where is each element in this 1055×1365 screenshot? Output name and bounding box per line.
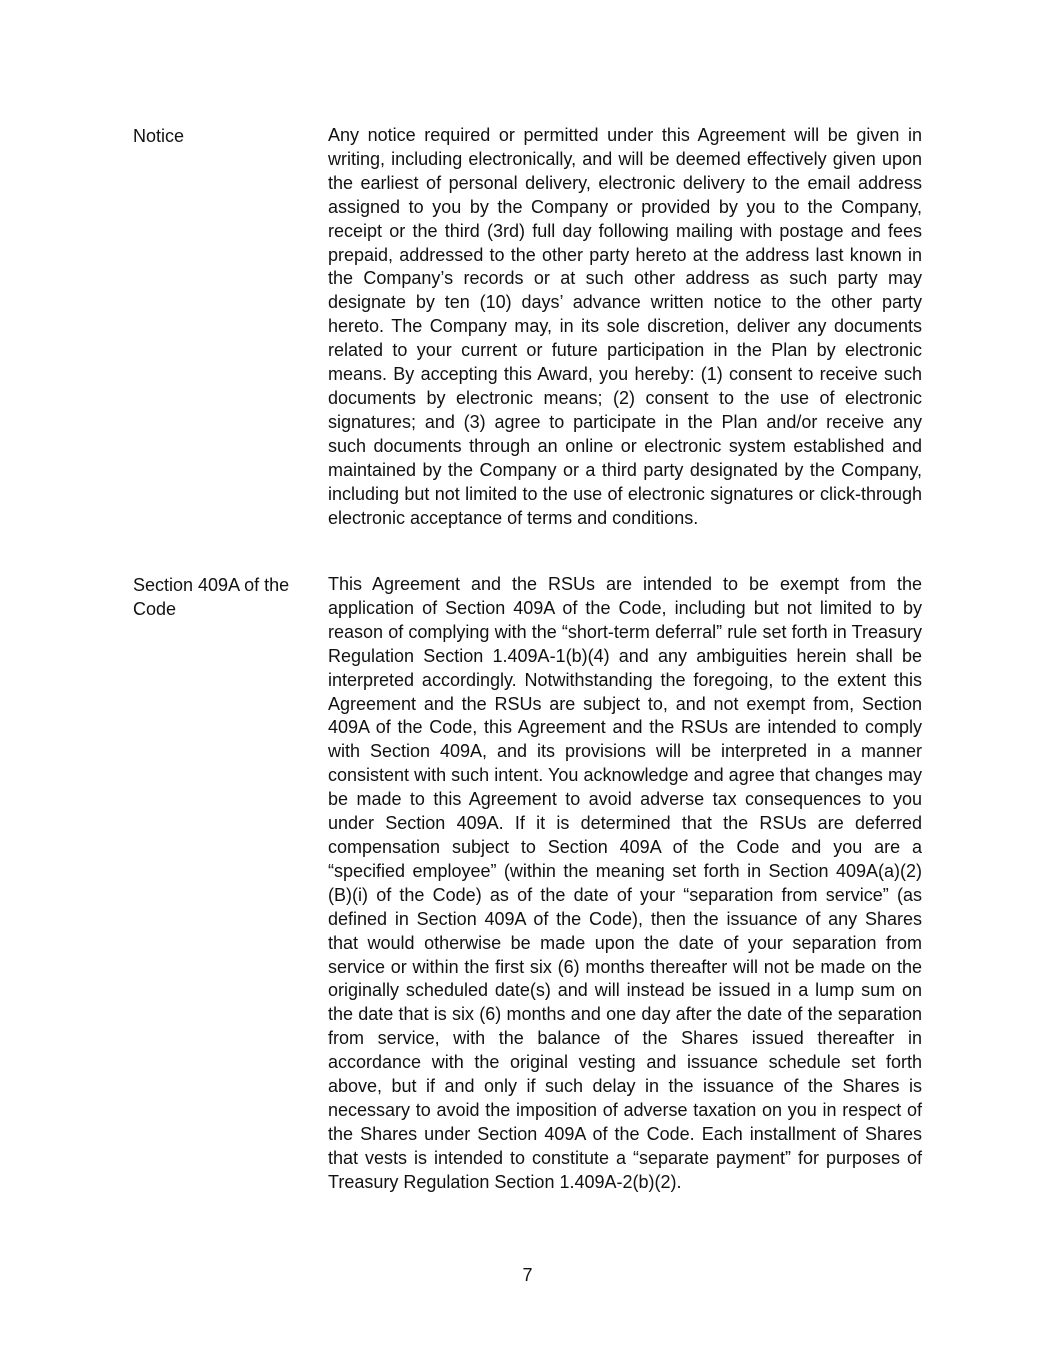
notice-term: Notice xyxy=(133,126,185,146)
page-number: 7 xyxy=(522,1265,533,1285)
notice-body: Any notice required or permitted under this Agreement will be given in writing, including electronically, and will be deemed effectively given upon the earliest of personal delivery, electronic delivery to the email address assigned to you by the Company or provided by you to the Company, receipt or the third (3rd) full day following mailing with postage and fees prepaid, addressed to the other party hereto at the address last known in the Company’s records or at such other address as such party may designate by ten (10) days’ advance written notice to the other party hereto. The Company may, in its sole discretion, deliver any documents related to your current or future participation in the Plan by electronic means. By accepting this Award, you hereby: (1) consent to receive such documents by electronic means; (2) consent to the use of electronic signatures; and (3) agree to participate in the Plan and/or receive any such documents through an online or electronic system established and maintained by the Company or a third party designated by the Company, including but not limited to the use of electronic signatures or click-through electronic acceptance of terms and conditions. xyxy=(328,125,922,528)
section-409a-body: This Agreement and the RSUs are intended to be exempt from the application of Section 409A of the Code, including but not limited to by reason of complying with the “short-term deferral” rule set forth in Treasury Regulation Section 1.409A-1(b)(4) and any ambiguities herein shall be interpreted accordingly. Notwithstanding the foregoing, to the extent this Agreement and the RSUs are subject to, and not exempt from, Section 409A of the Code, this Agreement and the RSUs are intended to comply with Section 409A, and its provisions will be interpreted in a manner consistent with such intent. You acknowledge and agree that changes may be made to this Agreement to avoid adverse tax consequences to you under Section 409A. If it is determined that the RSUs are deferred compensation subject to Section 409A of the Code and you are a “specified employee” (within the meaning set forth in Section 409A(a)(2)(B)(i) of the Code) as of the date of your “separation from service” (as defined in Section 409A of the Code), then the issuance of any Shares that would otherwise be made upon the date of your separation from service or within the first six (6) months thereafter will not be made on the originally scheduled date(s) and will instead be issued in a lump sum on the date that is six (6) months and one day after the date of the separation from service, with the balance of the Shares issued thereafter in accordance with the original vesting and issuance schedule set forth above, but if and only if such delay in the issuance of the Shares is necessary to avoid the imposition of adverse taxation on you in respect of the Shares under Section 409A of the Code. Each installment of Shares that vests is intended to constitute a “separate payment” for purposes of Treasury Regulation Section 1.409A-2(b)(2). xyxy=(328,574,922,1192)
section-409a-term: Section 409A of the Code xyxy=(133,575,290,619)
